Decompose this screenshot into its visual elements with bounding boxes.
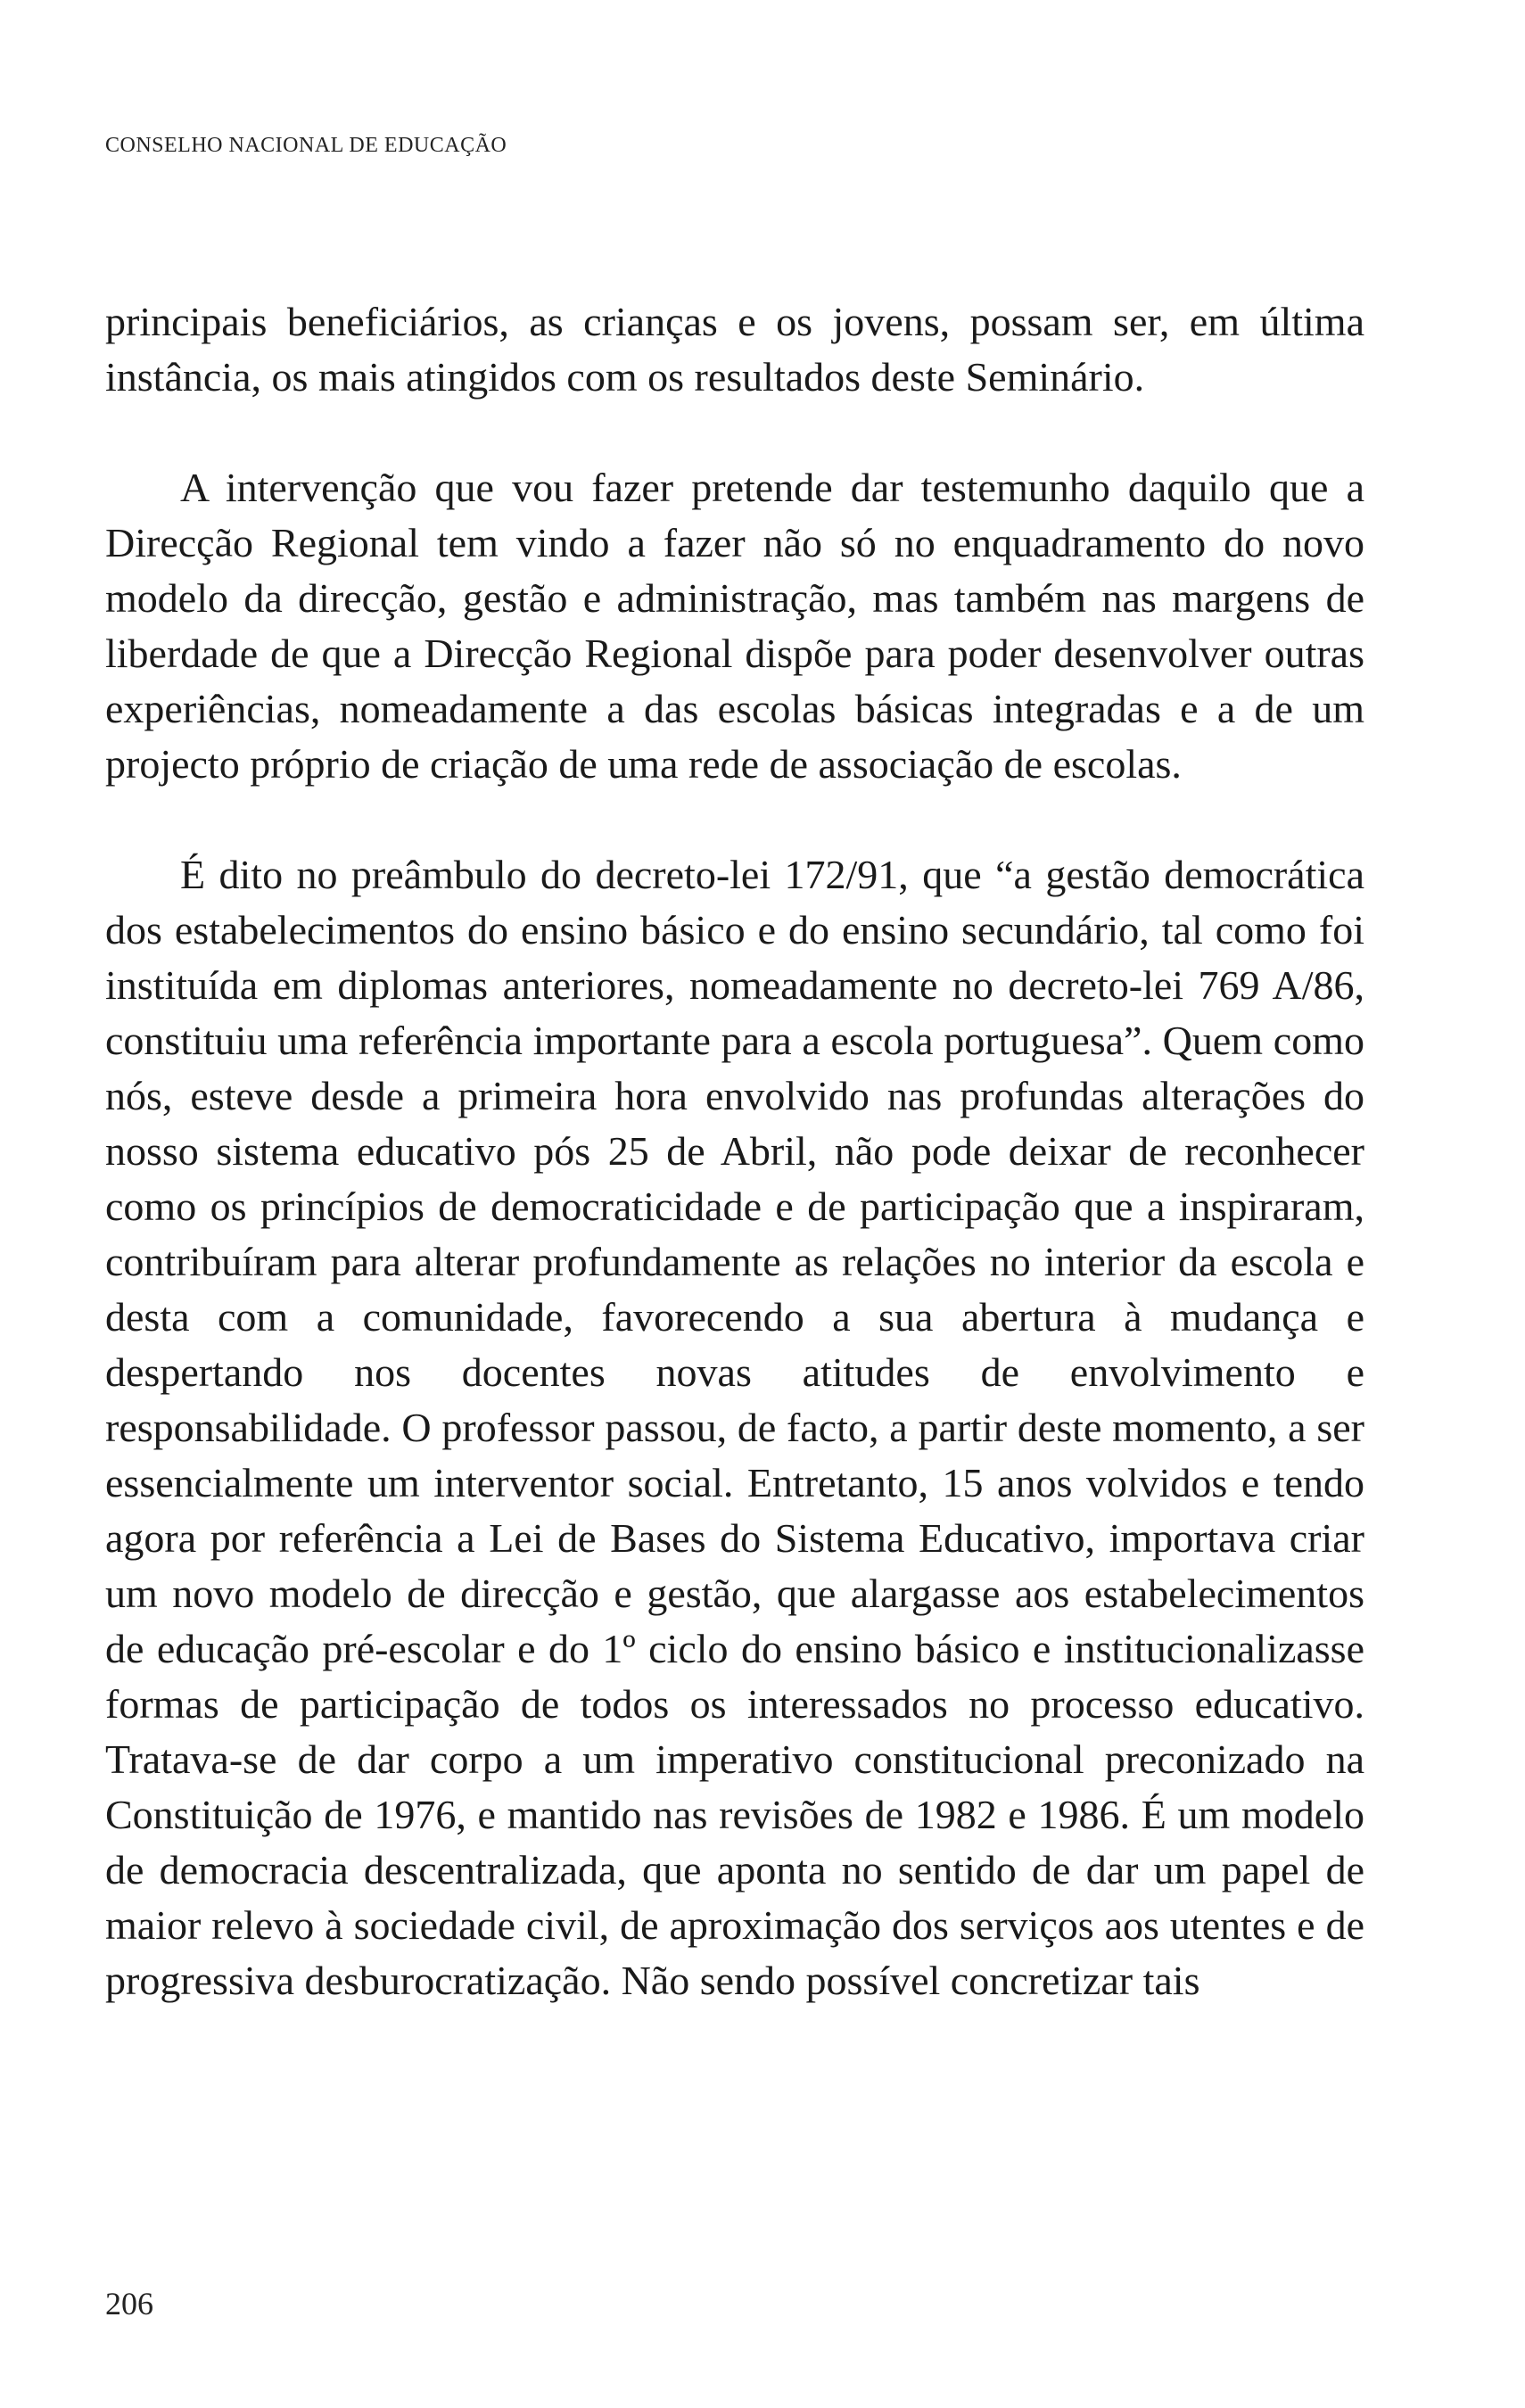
paragraph-decree-preamble: É dito no preâmbulo do decreto-lei 172/91, que “a gestão democrática dos estabelecimentos do ensino básico e do ensino secundário, tal como foi instituída em diplomas anteriores, nomeadamente no decreto-lei 769 A/86, constituiu uma referência importante para a escola portuguesa”. Quem como nós, esteve desde a primeira hora envolvido nas profundas alterações do nosso sistema educativo pós 25 de Abril, não pode deixar de reconhecer como os princípios de democraticidade e de participação que a inspiraram, contribuíram para alterar profundamente as relações no interior da escola e desta com a comunidade, favorecendo a sua abertura à mudança e despertando nos docentes novas atitudes de envolvimento e responsabilidade. O professor passou, de facto, a partir deste momento, a ser essencialmente um interventor social. Entretanto, 15 anos volvidos e tendo agora por referência a Lei de Bases do Sistema Educativo, importava criar um novo modelo de direcção e gestão, que alargasse aos estabelecimentos de educação pré-escolar e do 1º ciclo do ensino básico e institucionalizasse formas de participação de todos os interessados no processo educativo. Tratava-se de dar corpo a um imperativo constitucional preconizado na Constituição de 1976, e mantido nas revisões de 1982 e 1986. É um modelo de democracia descentralizada, que aponta no sentido de dar um papel de maior relevo à sociedade civil, de aproximação dos serviços aos utentes e de progressiva desburocratização. Não sendo possível concretizar tais [105,852,1364,2003]
body-text [105,294,1364,2008]
paragraph-intervention: A intervenção que vou fazer pretende dar testemunho daquilo que a Direcção Regional tem vindo a fazer não só no enquadramento do novo modelo da direcção, gestão e administração, mas também nas margens de liberdade de que a Direcção Regional dispõe para poder desenvolver outras experiências, nomeadamente a das escolas básicas integradas e a de um projecto próprio de criação de uma rede de associação de escolas. [105,465,1364,787]
page-number: 206 [105,2286,153,2321]
running-header: CONSELHO NACIONAL DE EDUCAÇÃO [105,134,507,157]
paragraph-continuation: principais beneficiários, as crianças e os jovens, possam ser, em última instância, os mais atingidos com os resultados deste Seminário. [105,299,1364,400]
